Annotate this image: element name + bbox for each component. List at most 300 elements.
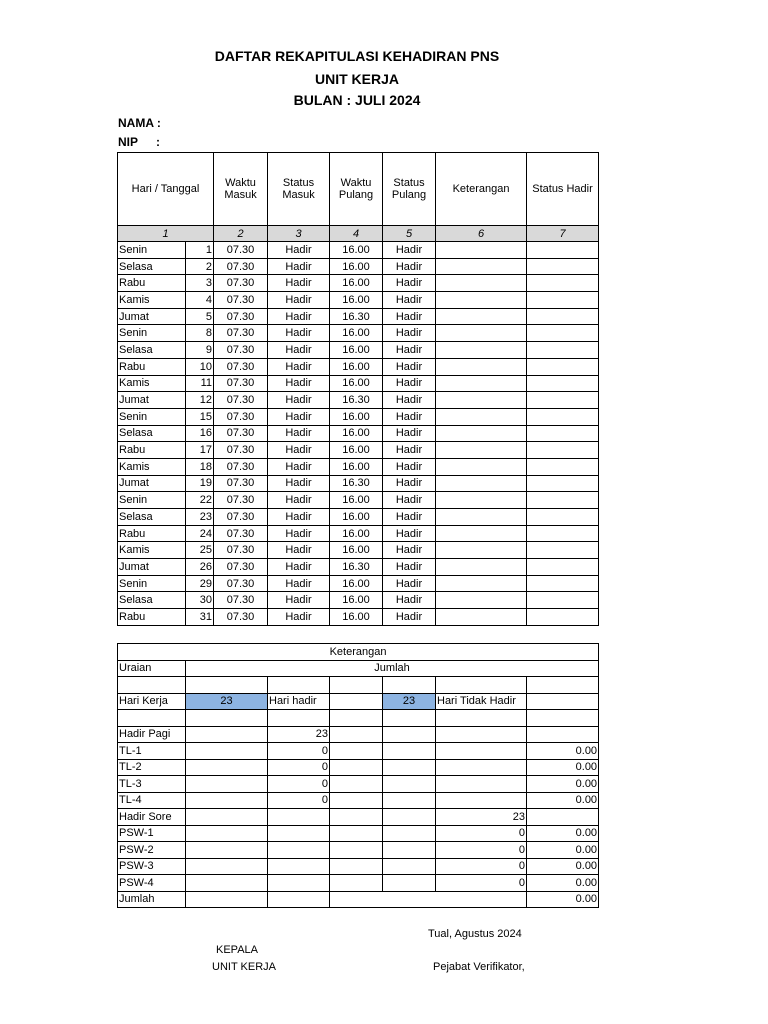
col-number: 3 bbox=[268, 226, 330, 242]
date-cell: 11 bbox=[186, 375, 214, 392]
status-pulang-cell: Hadir bbox=[383, 308, 436, 325]
keterangan-cell bbox=[436, 375, 527, 392]
table-row bbox=[118, 425, 599, 442]
waktu-pulang-cell: 16.00 bbox=[330, 275, 383, 292]
table-row bbox=[118, 559, 599, 576]
psw-percent: 0.00 bbox=[527, 825, 599, 842]
day-cell: Senin bbox=[118, 492, 186, 509]
waktu-pulang-cell: 16.00 bbox=[330, 242, 383, 259]
psw-percent: 0.00 bbox=[527, 842, 599, 859]
status-masuk-cell: Hadir bbox=[268, 408, 330, 425]
status-pulang-cell: Hadir bbox=[383, 392, 436, 409]
uraian-header: Uraian bbox=[118, 660, 186, 677]
status-masuk-cell: Hadir bbox=[268, 559, 330, 576]
day-cell: Rabu bbox=[118, 525, 186, 542]
waktu-pulang-cell: 16.00 bbox=[330, 575, 383, 592]
nip-colon: : bbox=[156, 135, 160, 149]
uraian-row bbox=[118, 660, 599, 677]
col-number: 4 bbox=[330, 226, 383, 242]
hari-kerja-value: 23 bbox=[186, 693, 268, 710]
empty-cell bbox=[186, 809, 268, 826]
table-row bbox=[118, 325, 599, 342]
table-row bbox=[118, 242, 599, 259]
date-cell: 19 bbox=[186, 475, 214, 492]
col-number: 7 bbox=[527, 226, 599, 242]
empty-cell bbox=[436, 743, 527, 760]
status-pulang-cell: Hadir bbox=[383, 592, 436, 609]
waktu-masuk-cell: 07.30 bbox=[214, 358, 268, 375]
status-masuk-cell: Hadir bbox=[268, 275, 330, 292]
day-cell: Jumat bbox=[118, 308, 186, 325]
col-header-waktu-pulang: Waktu Pulang bbox=[330, 153, 383, 226]
status-hadir-cell bbox=[527, 575, 599, 592]
status-masuk-cell: Hadir bbox=[268, 592, 330, 609]
hadir-sore-row bbox=[118, 809, 599, 826]
empty-cell bbox=[383, 776, 436, 793]
day-cell: Kamis bbox=[118, 458, 186, 475]
waktu-masuk-cell: 07.30 bbox=[214, 325, 268, 342]
waktu-masuk-cell: 07.30 bbox=[214, 542, 268, 559]
keterangan-cell bbox=[436, 342, 527, 359]
waktu-masuk-cell: 07.30 bbox=[214, 292, 268, 309]
nama-label: NAMA : bbox=[118, 116, 161, 130]
tl-percent: 0.00 bbox=[527, 743, 599, 760]
day-cell: Senin bbox=[118, 575, 186, 592]
keterangan-cell bbox=[436, 292, 527, 309]
date-cell: 2 bbox=[186, 258, 214, 275]
empty-cell bbox=[186, 792, 268, 809]
day-cell: Kamis bbox=[118, 375, 186, 392]
hadir-pagi-row bbox=[118, 726, 599, 743]
date-cell: 26 bbox=[186, 559, 214, 576]
psw-label: PSW-3 bbox=[118, 858, 186, 875]
tl-label: TL-4 bbox=[118, 792, 186, 809]
psw-row bbox=[118, 875, 599, 892]
attendance-table bbox=[117, 152, 599, 626]
date-cell: 5 bbox=[186, 308, 214, 325]
table-row bbox=[118, 458, 599, 475]
jumlah-label: Jumlah bbox=[118, 891, 186, 908]
day-cell: Selasa bbox=[118, 258, 186, 275]
waktu-masuk-cell: 07.30 bbox=[214, 342, 268, 359]
tl-percent: 0.00 bbox=[527, 759, 599, 776]
waktu-masuk-cell: 07.30 bbox=[214, 242, 268, 259]
waktu-pulang-cell: 16.00 bbox=[330, 425, 383, 442]
waktu-masuk-cell: 07.30 bbox=[214, 425, 268, 442]
status-masuk-cell: Hadir bbox=[268, 342, 330, 359]
empty-cell bbox=[268, 842, 330, 859]
verifikator-label: Pejabat Verifikator, bbox=[433, 961, 525, 973]
col-header-status-pulang: Status Pulang bbox=[383, 153, 436, 226]
empty-cell bbox=[436, 759, 527, 776]
col-number: 2 bbox=[214, 226, 268, 242]
psw-count: 0 bbox=[436, 875, 527, 892]
keterangan-cell bbox=[436, 425, 527, 442]
empty-cell bbox=[383, 842, 436, 859]
hadir-pagi-label: Hadir Pagi bbox=[118, 726, 186, 743]
empty-cell bbox=[268, 809, 330, 826]
table-row bbox=[118, 308, 599, 325]
empty-cell bbox=[268, 891, 330, 908]
table-row bbox=[118, 292, 599, 309]
waktu-pulang-cell: 16.00 bbox=[330, 375, 383, 392]
tl-count: 0 bbox=[268, 776, 330, 793]
day-cell: Jumat bbox=[118, 559, 186, 576]
empty-cell bbox=[527, 809, 599, 826]
keterangan-cell bbox=[436, 592, 527, 609]
status-masuk-cell: Hadir bbox=[268, 442, 330, 459]
status-pulang-cell: Hadir bbox=[383, 375, 436, 392]
tl-label: TL-1 bbox=[118, 743, 186, 760]
hari-kerja-row bbox=[118, 693, 599, 710]
empty-cell bbox=[268, 858, 330, 875]
status-masuk-cell: Hadir bbox=[268, 475, 330, 492]
keterangan-cell bbox=[436, 509, 527, 526]
summary-header-row bbox=[118, 644, 599, 661]
keterangan-cell bbox=[436, 559, 527, 576]
psw-row bbox=[118, 858, 599, 875]
waktu-masuk-cell: 07.30 bbox=[214, 392, 268, 409]
waktu-pulang-cell: 16.00 bbox=[330, 458, 383, 475]
status-pulang-cell: Hadir bbox=[383, 609, 436, 626]
day-cell: Rabu bbox=[118, 609, 186, 626]
blank-row bbox=[118, 710, 599, 727]
keterangan-cell bbox=[436, 525, 527, 542]
empty-cell bbox=[268, 825, 330, 842]
empty-cell bbox=[383, 809, 436, 826]
date-cell: 31 bbox=[186, 609, 214, 626]
tl-row bbox=[118, 743, 599, 760]
empty-cell bbox=[383, 792, 436, 809]
doc-title: DAFTAR REKAPITULASI KEHADIRAN PNS bbox=[214, 48, 500, 64]
keterangan-cell bbox=[436, 258, 527, 275]
status-hadir-cell bbox=[527, 258, 599, 275]
table-row bbox=[118, 575, 599, 592]
empty-cell bbox=[436, 792, 527, 809]
tl-label: TL-3 bbox=[118, 776, 186, 793]
status-masuk-cell: Hadir bbox=[268, 308, 330, 325]
date-cell: 10 bbox=[186, 358, 214, 375]
waktu-masuk-cell: 07.30 bbox=[214, 408, 268, 425]
waktu-masuk-cell: 07.30 bbox=[214, 559, 268, 576]
status-hadir-cell bbox=[527, 458, 599, 475]
status-masuk-cell: Hadir bbox=[268, 358, 330, 375]
table-row bbox=[118, 392, 599, 409]
waktu-pulang-cell: 16.00 bbox=[330, 258, 383, 275]
status-hadir-cell bbox=[527, 308, 599, 325]
waktu-pulang-cell: 16.30 bbox=[330, 475, 383, 492]
col-header-keterangan: Keterangan bbox=[436, 153, 527, 226]
status-masuk-cell: Hadir bbox=[268, 542, 330, 559]
empty-cell bbox=[330, 792, 383, 809]
keterangan-cell bbox=[436, 542, 527, 559]
status-pulang-cell: Hadir bbox=[383, 475, 436, 492]
waktu-pulang-cell: 16.30 bbox=[330, 559, 383, 576]
day-cell: Senin bbox=[118, 242, 186, 259]
keterangan-cell bbox=[436, 275, 527, 292]
table-row bbox=[118, 525, 599, 542]
jumlah-header: Jumlah bbox=[186, 660, 599, 677]
empty-cell bbox=[330, 743, 383, 760]
status-pulang-cell: Hadir bbox=[383, 542, 436, 559]
tl-percent: 0.00 bbox=[527, 776, 599, 793]
day-cell: Selasa bbox=[118, 342, 186, 359]
day-cell: Jumat bbox=[118, 392, 186, 409]
day-cell: Jumat bbox=[118, 475, 186, 492]
hadir-sore-value: 23 bbox=[436, 809, 527, 826]
status-hadir-cell bbox=[527, 425, 599, 442]
day-cell: Selasa bbox=[118, 425, 186, 442]
waktu-pulang-cell: 16.00 bbox=[330, 592, 383, 609]
status-masuk-cell: Hadir bbox=[268, 258, 330, 275]
status-pulang-cell: Hadir bbox=[383, 325, 436, 342]
status-pulang-cell: Hadir bbox=[383, 559, 436, 576]
date-cell: 17 bbox=[186, 442, 214, 459]
status-pulang-cell: Hadir bbox=[383, 458, 436, 475]
header-row bbox=[118, 153, 599, 226]
status-pulang-cell: Hadir bbox=[383, 442, 436, 459]
psw-count: 0 bbox=[436, 842, 527, 859]
empty-cell bbox=[330, 858, 383, 875]
psw-count: 0 bbox=[436, 858, 527, 875]
hari-hadir-label: Hari hadir bbox=[268, 693, 330, 710]
status-masuk-cell: Hadir bbox=[268, 492, 330, 509]
status-hadir-cell bbox=[527, 375, 599, 392]
empty-cell bbox=[330, 825, 383, 842]
psw-percent: 0.00 bbox=[527, 858, 599, 875]
date-cell: 15 bbox=[186, 408, 214, 425]
hari-hadir-value: 23 bbox=[383, 693, 436, 710]
col-number: 6 bbox=[436, 226, 527, 242]
tl-label: TL-2 bbox=[118, 759, 186, 776]
status-hadir-cell bbox=[527, 525, 599, 542]
empty-cell bbox=[268, 875, 330, 892]
keterangan-cell bbox=[436, 358, 527, 375]
waktu-masuk-cell: 07.30 bbox=[214, 609, 268, 626]
status-pulang-cell: Hadir bbox=[383, 425, 436, 442]
waktu-pulang-cell: 16.00 bbox=[330, 442, 383, 459]
date-cell: 3 bbox=[186, 275, 214, 292]
date-cell: 9 bbox=[186, 342, 214, 359]
summary-table bbox=[117, 643, 599, 908]
waktu-pulang-cell: 16.00 bbox=[330, 292, 383, 309]
waktu-masuk-cell: 07.30 bbox=[214, 525, 268, 542]
psw-percent: 0.00 bbox=[527, 875, 599, 892]
status-hadir-cell bbox=[527, 358, 599, 375]
status-masuk-cell: Hadir bbox=[268, 292, 330, 309]
keterangan-cell bbox=[436, 392, 527, 409]
empty-cell bbox=[186, 776, 268, 793]
keterangan-cell bbox=[436, 308, 527, 325]
hadir-pagi-value: 23 bbox=[268, 726, 330, 743]
empty-cell bbox=[186, 825, 268, 842]
empty-cell bbox=[186, 858, 268, 875]
day-cell: Kamis bbox=[118, 542, 186, 559]
empty-cell bbox=[186, 743, 268, 760]
waktu-pulang-cell: 16.00 bbox=[330, 525, 383, 542]
table-row bbox=[118, 509, 599, 526]
status-pulang-cell: Hadir bbox=[383, 292, 436, 309]
psw-label: PSW-2 bbox=[118, 842, 186, 859]
empty-cell bbox=[383, 875, 436, 892]
keterangan-header: Keterangan bbox=[118, 644, 599, 661]
status-hadir-cell bbox=[527, 609, 599, 626]
empty-cell bbox=[186, 891, 268, 908]
day-cell: Rabu bbox=[118, 275, 186, 292]
nip-label: NIP bbox=[118, 135, 139, 149]
status-masuk-cell: Hadir bbox=[268, 509, 330, 526]
empty-cell bbox=[330, 759, 383, 776]
waktu-pulang-cell: 16.00 bbox=[330, 342, 383, 359]
waktu-masuk-cell: 07.30 bbox=[214, 492, 268, 509]
keterangan-cell bbox=[436, 575, 527, 592]
blank-row bbox=[118, 677, 599, 694]
table-row bbox=[118, 592, 599, 609]
col-header-status-masuk: Status Masuk bbox=[268, 153, 330, 226]
status-masuk-cell: Hadir bbox=[268, 375, 330, 392]
waktu-pulang-cell: 16.00 bbox=[330, 509, 383, 526]
keterangan-cell bbox=[436, 492, 527, 509]
table-row bbox=[118, 275, 599, 292]
table-row bbox=[118, 258, 599, 275]
empty-cell bbox=[186, 842, 268, 859]
doc-subtitle-month: BULAN : JULI 2024 bbox=[293, 92, 421, 108]
day-cell: Senin bbox=[118, 325, 186, 342]
date-cell: 23 bbox=[186, 509, 214, 526]
psw-label: PSW-4 bbox=[118, 875, 186, 892]
status-masuk-cell: Hadir bbox=[268, 425, 330, 442]
keterangan-cell bbox=[436, 458, 527, 475]
table-row bbox=[118, 408, 599, 425]
status-pulang-cell: Hadir bbox=[383, 275, 436, 292]
day-cell: Senin bbox=[118, 408, 186, 425]
waktu-pulang-cell: 16.00 bbox=[330, 492, 383, 509]
waktu-pulang-cell: 16.00 bbox=[330, 542, 383, 559]
col-header-status-hadir: Status Hadir bbox=[527, 153, 599, 226]
waktu-pulang-cell: 16.00 bbox=[330, 358, 383, 375]
empty-cell bbox=[330, 891, 527, 908]
table-row bbox=[118, 475, 599, 492]
day-cell: Rabu bbox=[118, 358, 186, 375]
status-pulang-cell: Hadir bbox=[383, 492, 436, 509]
status-pulang-cell: Hadir bbox=[383, 509, 436, 526]
psw-row bbox=[118, 842, 599, 859]
date-cell: 4 bbox=[186, 292, 214, 309]
waktu-masuk-cell: 07.30 bbox=[214, 509, 268, 526]
col-number: 5 bbox=[383, 226, 436, 242]
status-hadir-cell bbox=[527, 392, 599, 409]
date-cell: 8 bbox=[186, 325, 214, 342]
col-header-waktu-masuk: Waktu Masuk bbox=[214, 153, 268, 226]
table-row bbox=[118, 492, 599, 509]
empty-cell bbox=[330, 842, 383, 859]
tl-count: 0 bbox=[268, 743, 330, 760]
keterangan-cell bbox=[436, 242, 527, 259]
jumlah-value: 0.00 bbox=[527, 891, 599, 908]
date-cell: 22 bbox=[186, 492, 214, 509]
status-pulang-cell: Hadir bbox=[383, 342, 436, 359]
status-pulang-cell: Hadir bbox=[383, 358, 436, 375]
date-cell: 29 bbox=[186, 575, 214, 592]
status-hadir-cell bbox=[527, 475, 599, 492]
empty-cell bbox=[330, 875, 383, 892]
waktu-masuk-cell: 07.30 bbox=[214, 275, 268, 292]
status-hadir-cell bbox=[527, 492, 599, 509]
status-hadir-cell bbox=[527, 559, 599, 576]
hari-kerja-label: Hari Kerja bbox=[118, 693, 186, 710]
tl-row bbox=[118, 759, 599, 776]
status-hadir-cell bbox=[527, 292, 599, 309]
waktu-masuk-cell: 07.30 bbox=[214, 592, 268, 609]
waktu-pulang-cell: 16.00 bbox=[330, 609, 383, 626]
empty-cell bbox=[330, 809, 383, 826]
table-row bbox=[118, 358, 599, 375]
hari-tidak-hadir-label: Hari Tidak Hadir bbox=[436, 693, 527, 710]
status-hadir-cell bbox=[527, 408, 599, 425]
tl-percent: 0.00 bbox=[527, 792, 599, 809]
tl-row bbox=[118, 776, 599, 793]
keterangan-cell bbox=[436, 609, 527, 626]
status-masuk-cell: Hadir bbox=[268, 392, 330, 409]
tl-count: 0 bbox=[268, 759, 330, 776]
waktu-masuk-cell: 07.30 bbox=[214, 475, 268, 492]
waktu-pulang-cell: 16.00 bbox=[330, 325, 383, 342]
date-cell: 24 bbox=[186, 525, 214, 542]
waktu-pulang-cell: 16.30 bbox=[330, 392, 383, 409]
hadir-sore-label: Hadir Sore bbox=[118, 809, 186, 826]
waktu-masuk-cell: 07.30 bbox=[214, 575, 268, 592]
day-cell: Selasa bbox=[118, 592, 186, 609]
col-header-hari-tanggal: Hari / Tanggal bbox=[118, 153, 214, 226]
table-row bbox=[118, 375, 599, 392]
status-pulang-cell: Hadir bbox=[383, 525, 436, 542]
status-masuk-cell: Hadir bbox=[268, 609, 330, 626]
status-hadir-cell bbox=[527, 242, 599, 259]
date-cell: 12 bbox=[186, 392, 214, 409]
waktu-masuk-cell: 07.30 bbox=[214, 442, 268, 459]
col-number: 1 bbox=[118, 226, 214, 242]
psw-label: PSW-1 bbox=[118, 825, 186, 842]
date-cell: 18 bbox=[186, 458, 214, 475]
status-hadir-cell bbox=[527, 342, 599, 359]
empty-cell bbox=[186, 875, 268, 892]
keterangan-cell bbox=[436, 408, 527, 425]
status-hadir-cell bbox=[527, 592, 599, 609]
date-cell: 30 bbox=[186, 592, 214, 609]
empty-cell bbox=[383, 858, 436, 875]
psw-row bbox=[118, 825, 599, 842]
date-cell: 16 bbox=[186, 425, 214, 442]
tl-count: 0 bbox=[268, 792, 330, 809]
status-hadir-cell bbox=[527, 325, 599, 342]
table-row bbox=[118, 342, 599, 359]
date-cell: 25 bbox=[186, 542, 214, 559]
place-date: Tual, Agustus 2024 bbox=[428, 928, 522, 940]
status-masuk-cell: Hadir bbox=[268, 242, 330, 259]
table-row bbox=[118, 442, 599, 459]
day-cell: Kamis bbox=[118, 292, 186, 309]
waktu-masuk-cell: 07.30 bbox=[214, 375, 268, 392]
jumlah-row bbox=[118, 891, 599, 908]
keterangan-cell bbox=[436, 325, 527, 342]
status-hadir-cell bbox=[527, 542, 599, 559]
status-hadir-cell bbox=[527, 509, 599, 526]
status-hadir-cell bbox=[527, 442, 599, 459]
empty-cell bbox=[383, 825, 436, 842]
table-row bbox=[118, 542, 599, 559]
doc-subtitle-unit: UNIT KERJA bbox=[314, 71, 399, 87]
keterangan-cell bbox=[436, 442, 527, 459]
